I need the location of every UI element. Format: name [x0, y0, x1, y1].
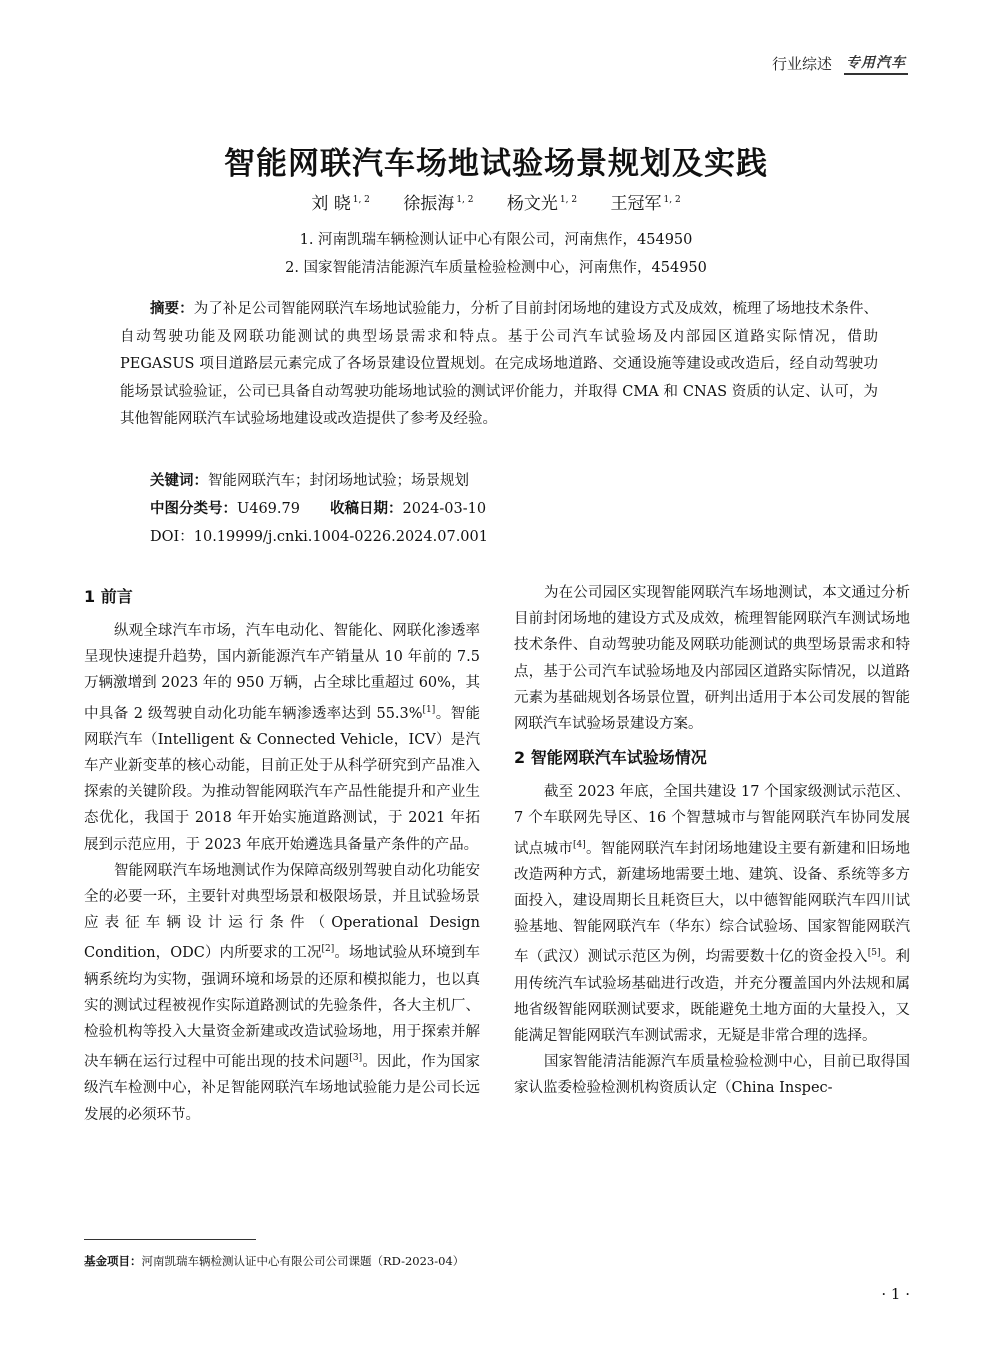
received-text: 2024-03-10	[402, 501, 487, 517]
funding-note	[84, 1253, 464, 1269]
author-affiliation-mark: 1, 2	[456, 195, 474, 205]
received-label: 收稿日期：	[329, 501, 403, 517]
section-label: 行业综述	[771, 55, 832, 73]
author	[311, 194, 370, 214]
keywords	[150, 469, 469, 490]
author-name: 杨文光	[506, 194, 558, 214]
text-run: 。因此，作为国家级汽车检测中心，补足智能网联汽车场地试验能力是公司长远发展的必须环节。	[84, 1054, 481, 1123]
paragraph: 国家智能清洁能源汽车质量检验检测中心，目前已取得国家认监委检验检测机构资质认定（China Inspec-	[514, 1054, 910, 1097]
author-affiliation-mark: 1, 2	[663, 195, 681, 205]
author	[403, 194, 473, 214]
classification-line	[150, 497, 486, 518]
classification-text: U469.79	[237, 501, 300, 517]
citation[interactable]: [2]	[321, 944, 335, 955]
text-run: 纵观全球汽车市场，汽车电动化、智能化、网联化渗透率呈现快速提升趋势，国内新能源汽车产销量从 10 年前的 7.5 万辆激增到 2023 年的 950 万辆，占全球比重超过 60%，其中具备 2 级驾驶自动化功能车辆渗透率达到 55.3%	[84, 623, 480, 722]
footnote-divider	[84, 1239, 256, 1240]
page-number: · 1 ·	[881, 1285, 910, 1303]
author-name: 徐振海	[403, 194, 455, 214]
doi-label: DOI：	[150, 529, 194, 545]
section-heading: 2 智能网联汽车试验场情况	[514, 748, 707, 768]
text-run: 截至 2023 年底，全国共建设 17 个国家级测试示范区、7 个车联网先导区、16 个智慧城市与智能网联汽车协同发展试点城市	[514, 784, 910, 857]
text-run: 。智能网联汽车（Intelligent & Connected Vehicle，ICV）是汽车产业新变革的核心动能，目前正处于从科学研究到产品准入探索的关键阶段。为推动智能网联汽车产品性能提升和产业生态优化，我国于 2018 年开始实施道路测试，于 2021 年拓展到示范应用，于 2023 年底开始遴选具备量产条件的产品。	[84, 705, 480, 853]
text-run: 。利用传统汽车试验场基础进行改造，并充分覆盖国内外法规和属地省级智能网联测试要求，既能避免土地方面的大量投入，又能满足智能网联汽车测试需求，无疑是非常合理的选择。	[514, 949, 911, 1045]
citation[interactable]: [5]	[867, 948, 881, 959]
funding-label: 基金项目：	[84, 1254, 142, 1268]
journal-logo: 专用汽车	[844, 52, 908, 75]
paragraph: 为在公司园区实现智能网联汽车场地测试，本文通过分析目前封闭场地的建设方式及成效，梳理智能网联汽车测试场地技术条件、自动驾驶功能及网联功能测试的典型场景需求和特点，基于公司汽车试验场地及内部园区道路实际情况，以道路元素为基础规划各场景位置，研判出适用于本公司发展的智能网联汽车试验场景建设方案。	[514, 585, 910, 733]
author-name: 王冠军	[610, 194, 662, 214]
classification-label: 中图分类号：	[150, 501, 237, 517]
paragraph	[84, 858, 480, 1128]
text-run: 。智能网联汽车封闭场地建设主要有新建和旧场地改造两种方式，新建场地需要土地、建筑、设备、系统等多方面投入，建设周期长且耗资巨大，以中德智能网联汽车四川试验基地、智能网联汽车（华东）综合试验场、国家智能网联汽车（武汉）测试示范区为例，均需要数十亿的资金投入	[514, 840, 911, 966]
author	[507, 194, 577, 214]
text-run: 智能网联汽车场地测试作为保障高级别驾驶自动化功能安全的必要一环，主要针对典型场景和极限场景，并且试验场景应表征车辆设计运行条件（Operational Design Condition，ODC）内所要求的工况	[84, 862, 480, 962]
author-name: 刘 晓	[311, 194, 351, 214]
author-affiliation-mark: 1, 2	[352, 195, 370, 205]
section-heading: 1 前言	[84, 587, 133, 606]
doi-text: 10.19999/j.cnki.1004-0226.2024.07.001	[193, 529, 488, 545]
citation[interactable]: [4]	[572, 839, 586, 850]
running-header	[772, 52, 908, 75]
affiliation: 1. 河南凯瑞车辆检测认证中心有限公司，河南焦作，454950	[299, 232, 693, 248]
funding-text: 河南凯瑞车辆检测认证中心有限公司公司课题（RD-2023-04）	[141, 1254, 465, 1268]
abstract-label: 摘要：	[150, 301, 194, 317]
text-run: 。场地试验从环境到车辆系统均为实物，强调环境和场景的还原和模拟能力，也以真实的测试过程被视作实际道路测试的先验条件，各大主机厂、检验机构等投入大量资金新建或改造试验场地，用于探索并解决车辆在运行过程中可能出现的技术问题	[84, 945, 480, 1071]
affiliation: 2. 国家智能清洁能源汽车质量检验检测中心，河南焦作，454950	[285, 260, 707, 276]
abstract	[120, 296, 878, 434]
right-column	[514, 580, 910, 1102]
abstract-text: 为了补足公司智能网联汽车场地试验能力，分析了目前封闭场地的建设方式及成效，梳理了场地技术条件、自动驾驶功能及网联功能测试的典型场景需求和特点。基于公司汽车试验场及内部园区道路实际情况，借助 PEGASUS 项目道路层元素完成了各场景建设位置规划。在完成场地道路、交通设施等建设或改造后，经自动驾驶功能场景试验验证，公司已具备自动驾驶功能场地试验的测试评价能力，并取得 CMA 和 CNAS 资质的认定、认可，为其他智能网联汽车试验场地建设或改造提供了参考及经验。	[120, 301, 878, 427]
paragraph	[514, 779, 910, 1049]
citation[interactable]: [1]	[422, 704, 436, 715]
keywords-label: 关键词：	[150, 473, 208, 489]
keywords-text: 智能网联汽车；封闭场地试验；场景规划	[208, 473, 469, 489]
paper-title: 智能网联汽车场地试验场景规划及实践	[224, 146, 768, 182]
paragraph	[84, 618, 480, 858]
author	[611, 194, 681, 214]
citation[interactable]: [3]	[349, 1053, 363, 1064]
doi	[150, 525, 488, 546]
left-column	[84, 580, 480, 1128]
author-affiliation-mark: 1, 2	[559, 195, 578, 205]
author-list	[0, 189, 992, 214]
